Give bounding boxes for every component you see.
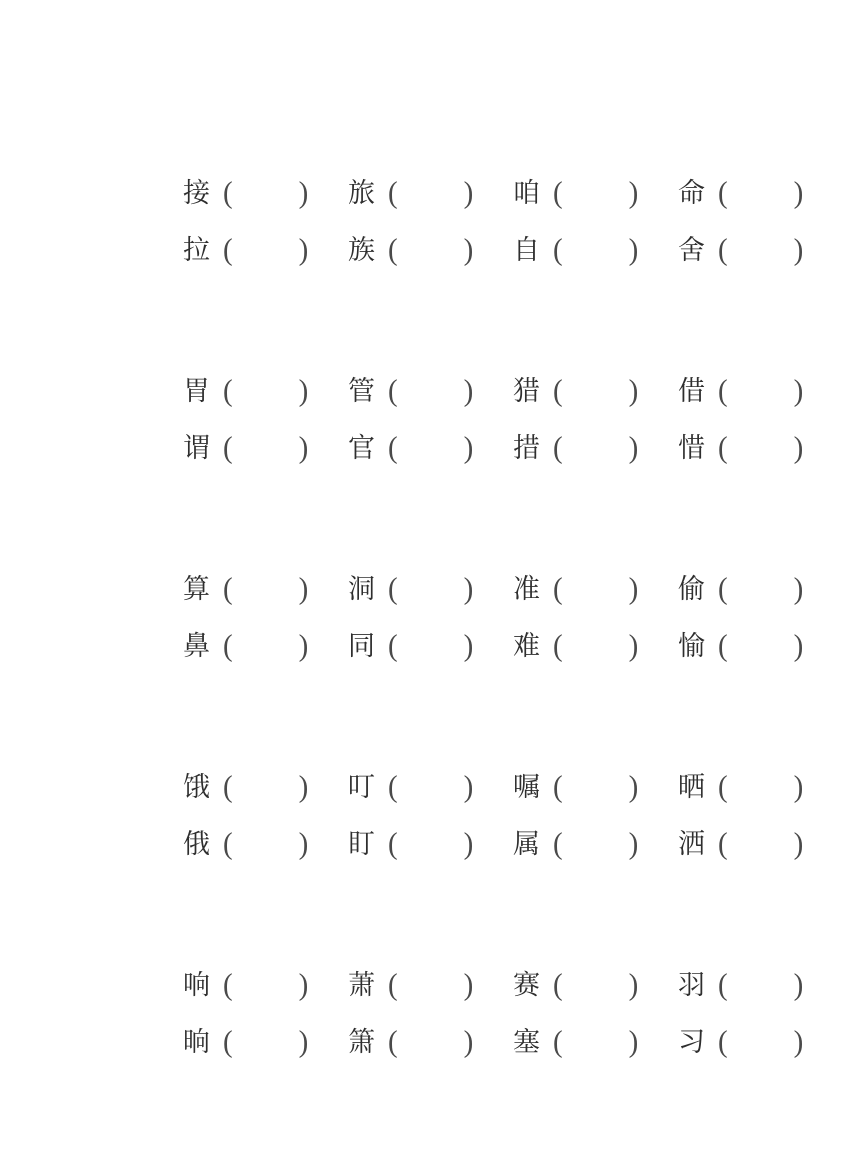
character-text: 旅 <box>348 178 375 208</box>
close-paren: ) <box>463 176 474 210</box>
exercise-cell <box>183 363 348 420</box>
character-text: 愉 <box>678 631 705 661</box>
close-paren: ) <box>628 233 639 267</box>
answer-blank <box>563 456 629 457</box>
exercise-cell <box>678 618 843 675</box>
answer-blank <box>398 993 464 994</box>
answer-blank <box>398 258 464 259</box>
character-text: 嘱 <box>513 772 540 802</box>
character-text: 俄 <box>183 829 210 859</box>
exercise-row <box>183 561 843 618</box>
close-paren: ) <box>628 968 639 1002</box>
exercise-cell <box>513 165 678 222</box>
answer-blank <box>233 795 299 796</box>
close-paren: ) <box>793 374 804 408</box>
exercise-cell <box>513 561 678 618</box>
exercise-row <box>183 759 843 816</box>
character-text: 属 <box>513 829 540 859</box>
character-text: 塞 <box>513 1027 540 1057</box>
open-paren: ( <box>718 968 728 1002</box>
open-paren: ( <box>718 1025 728 1059</box>
close-paren: ) <box>793 1025 804 1059</box>
character-text: 饿 <box>183 772 210 802</box>
exercise-row <box>183 363 843 420</box>
open-paren: ( <box>223 431 233 465</box>
close-paren: ) <box>298 770 309 804</box>
open-paren: ( <box>223 968 233 1002</box>
answer-blank <box>563 795 629 796</box>
character-text: 咱 <box>513 178 540 208</box>
answer-blank <box>398 201 464 202</box>
answer-blank <box>233 852 299 853</box>
character-text: 措 <box>513 433 540 463</box>
close-paren: ) <box>298 233 309 267</box>
exercise-cell <box>678 561 843 618</box>
exercise-cell <box>678 1014 843 1071</box>
answer-blank <box>398 456 464 457</box>
open-paren: ( <box>223 176 233 210</box>
close-paren: ) <box>463 1025 474 1059</box>
answer-blank <box>728 1050 794 1051</box>
open-paren: ( <box>718 770 728 804</box>
open-paren: ( <box>223 233 233 267</box>
open-paren: ( <box>223 1025 233 1059</box>
open-paren: ( <box>388 629 398 663</box>
exercise-row <box>183 816 843 873</box>
answer-blank <box>233 456 299 457</box>
open-paren: ( <box>223 827 233 861</box>
answer-blank <box>563 597 629 598</box>
answer-blank <box>728 399 794 400</box>
exercise-cell <box>348 363 513 420</box>
character-text: 舍 <box>678 235 705 265</box>
answer-blank <box>398 399 464 400</box>
exercise-row <box>183 1014 843 1071</box>
open-paren: ( <box>388 770 398 804</box>
exercise-cell <box>348 1014 513 1071</box>
open-paren: ( <box>553 1025 563 1059</box>
exercise-group <box>183 165 843 279</box>
exercise-cell <box>678 816 843 873</box>
answer-blank <box>233 258 299 259</box>
exercise-cell <box>183 165 348 222</box>
answer-blank <box>398 597 464 598</box>
open-paren: ( <box>553 572 563 606</box>
answer-blank <box>233 1050 299 1051</box>
exercise-cell <box>183 957 348 1014</box>
close-paren: ) <box>298 629 309 663</box>
exercise-group <box>183 561 843 675</box>
open-paren: ( <box>553 770 563 804</box>
open-paren: ( <box>718 431 728 465</box>
open-paren: ( <box>553 233 563 267</box>
exercise-cell <box>348 759 513 816</box>
answer-blank <box>728 795 794 796</box>
exercise-cell <box>183 561 348 618</box>
open-paren: ( <box>553 431 563 465</box>
close-paren: ) <box>298 176 309 210</box>
exercise-cell <box>513 222 678 279</box>
close-paren: ) <box>793 968 804 1002</box>
exercise-cell <box>183 618 348 675</box>
exercise-row <box>183 420 843 477</box>
answer-blank <box>563 258 629 259</box>
open-paren: ( <box>718 629 728 663</box>
exercise-cell <box>348 957 513 1014</box>
exercise-cell <box>183 1014 348 1071</box>
character-text: 接 <box>183 178 210 208</box>
close-paren: ) <box>793 176 804 210</box>
close-paren: ) <box>463 572 474 606</box>
close-paren: ) <box>793 233 804 267</box>
answer-blank <box>728 654 794 655</box>
answer-blank <box>728 597 794 598</box>
exercise-cell <box>348 222 513 279</box>
close-paren: ) <box>793 572 804 606</box>
character-text: 赛 <box>513 970 540 1000</box>
exercise-cell <box>513 363 678 420</box>
open-paren: ( <box>388 431 398 465</box>
character-text: 羽 <box>678 970 705 1000</box>
close-paren: ) <box>463 374 474 408</box>
character-text: 偷 <box>678 574 705 604</box>
character-text: 洞 <box>348 574 375 604</box>
close-paren: ) <box>463 431 474 465</box>
exercise-cell <box>513 1014 678 1071</box>
exercise-cell <box>348 420 513 477</box>
open-paren: ( <box>388 374 398 408</box>
answer-blank <box>233 597 299 598</box>
close-paren: ) <box>463 770 474 804</box>
open-paren: ( <box>553 827 563 861</box>
exercise-cell <box>183 222 348 279</box>
character-text: 鼻 <box>183 631 210 661</box>
character-text: 官 <box>348 433 375 463</box>
character-text: 箫 <box>348 1027 375 1057</box>
answer-blank <box>233 654 299 655</box>
answer-blank <box>563 654 629 655</box>
answer-blank <box>398 795 464 796</box>
open-paren: ( <box>223 770 233 804</box>
exercise-cell <box>678 363 843 420</box>
close-paren: ) <box>298 827 309 861</box>
open-paren: ( <box>388 827 398 861</box>
close-paren: ) <box>463 968 474 1002</box>
exercise-cell <box>678 957 843 1014</box>
character-text: 拉 <box>183 235 210 265</box>
open-paren: ( <box>388 968 398 1002</box>
close-paren: ) <box>793 827 804 861</box>
exercise-cell <box>678 759 843 816</box>
close-paren: ) <box>628 629 639 663</box>
open-paren: ( <box>553 629 563 663</box>
answer-blank <box>728 993 794 994</box>
exercise-cell <box>183 816 348 873</box>
exercise-group <box>183 363 843 477</box>
close-paren: ) <box>298 572 309 606</box>
answer-blank <box>563 993 629 994</box>
open-paren: ( <box>388 176 398 210</box>
close-paren: ) <box>628 431 639 465</box>
close-paren: ) <box>628 770 639 804</box>
exercise-cell <box>348 165 513 222</box>
close-paren: ) <box>793 431 804 465</box>
exercise-cell <box>513 816 678 873</box>
character-text: 管 <box>348 376 375 406</box>
character-text: 自 <box>513 235 540 265</box>
open-paren: ( <box>223 374 233 408</box>
open-paren: ( <box>388 1025 398 1059</box>
character-text: 晌 <box>183 1027 210 1057</box>
exercise-cell <box>678 222 843 279</box>
close-paren: ) <box>463 233 474 267</box>
answer-blank <box>233 201 299 202</box>
character-text: 猎 <box>513 376 540 406</box>
open-paren: ( <box>223 629 233 663</box>
character-text: 叮 <box>348 772 375 802</box>
close-paren: ) <box>628 176 639 210</box>
open-paren: ( <box>388 233 398 267</box>
answer-blank <box>563 201 629 202</box>
answer-blank <box>563 399 629 400</box>
exercise-cell <box>513 618 678 675</box>
exercise-cell <box>183 759 348 816</box>
character-text: 族 <box>348 235 375 265</box>
answer-blank <box>728 456 794 457</box>
answer-blank <box>728 852 794 853</box>
open-paren: ( <box>718 374 728 408</box>
character-text: 借 <box>678 376 705 406</box>
close-paren: ) <box>298 1025 309 1059</box>
answer-blank <box>398 852 464 853</box>
exercise-cell <box>513 759 678 816</box>
answer-blank <box>728 258 794 259</box>
character-text: 胃 <box>183 376 210 406</box>
exercise-list <box>183 165 843 1155</box>
close-paren: ) <box>298 374 309 408</box>
exercise-group <box>183 957 843 1071</box>
character-text: 算 <box>183 574 210 604</box>
open-paren: ( <box>718 572 728 606</box>
character-text: 盯 <box>348 829 375 859</box>
exercise-row <box>183 618 843 675</box>
open-paren: ( <box>718 176 728 210</box>
close-paren: ) <box>628 572 639 606</box>
open-paren: ( <box>718 827 728 861</box>
open-paren: ( <box>718 233 728 267</box>
answer-blank <box>233 993 299 994</box>
close-paren: ) <box>463 827 474 861</box>
open-paren: ( <box>553 176 563 210</box>
character-text: 洒 <box>678 829 705 859</box>
character-text: 习 <box>678 1027 705 1057</box>
close-paren: ) <box>628 827 639 861</box>
character-text: 准 <box>513 574 540 604</box>
answer-blank <box>563 1050 629 1051</box>
exercise-row <box>183 222 843 279</box>
answer-blank <box>398 1050 464 1051</box>
answer-blank <box>398 654 464 655</box>
close-paren: ) <box>793 770 804 804</box>
open-paren: ( <box>388 572 398 606</box>
exercise-cell <box>348 618 513 675</box>
character-text: 谓 <box>183 433 210 463</box>
close-paren: ) <box>463 629 474 663</box>
close-paren: ) <box>628 1025 639 1059</box>
exercise-cell <box>678 165 843 222</box>
exercise-row <box>183 957 843 1014</box>
exercise-cell <box>183 420 348 477</box>
open-paren: ( <box>553 374 563 408</box>
close-paren: ) <box>298 431 309 465</box>
exercise-cell <box>348 561 513 618</box>
exercise-cell <box>678 420 843 477</box>
exercise-group <box>183 759 843 873</box>
open-paren: ( <box>553 968 563 1002</box>
answer-blank <box>233 399 299 400</box>
character-text: 响 <box>183 970 210 1000</box>
exercise-cell <box>348 816 513 873</box>
character-text: 命 <box>678 178 705 208</box>
close-paren: ) <box>628 374 639 408</box>
character-text: 惜 <box>678 433 705 463</box>
character-text: 难 <box>513 631 540 661</box>
close-paren: ) <box>298 968 309 1002</box>
exercise-cell <box>513 420 678 477</box>
character-text: 萧 <box>348 970 375 1000</box>
character-text: 同 <box>348 631 375 661</box>
answer-blank <box>563 852 629 853</box>
exercise-row <box>183 165 843 222</box>
character-text: 晒 <box>678 772 705 802</box>
answer-blank <box>728 201 794 202</box>
open-paren: ( <box>223 572 233 606</box>
exercise-cell <box>513 957 678 1014</box>
close-paren: ) <box>793 629 804 663</box>
